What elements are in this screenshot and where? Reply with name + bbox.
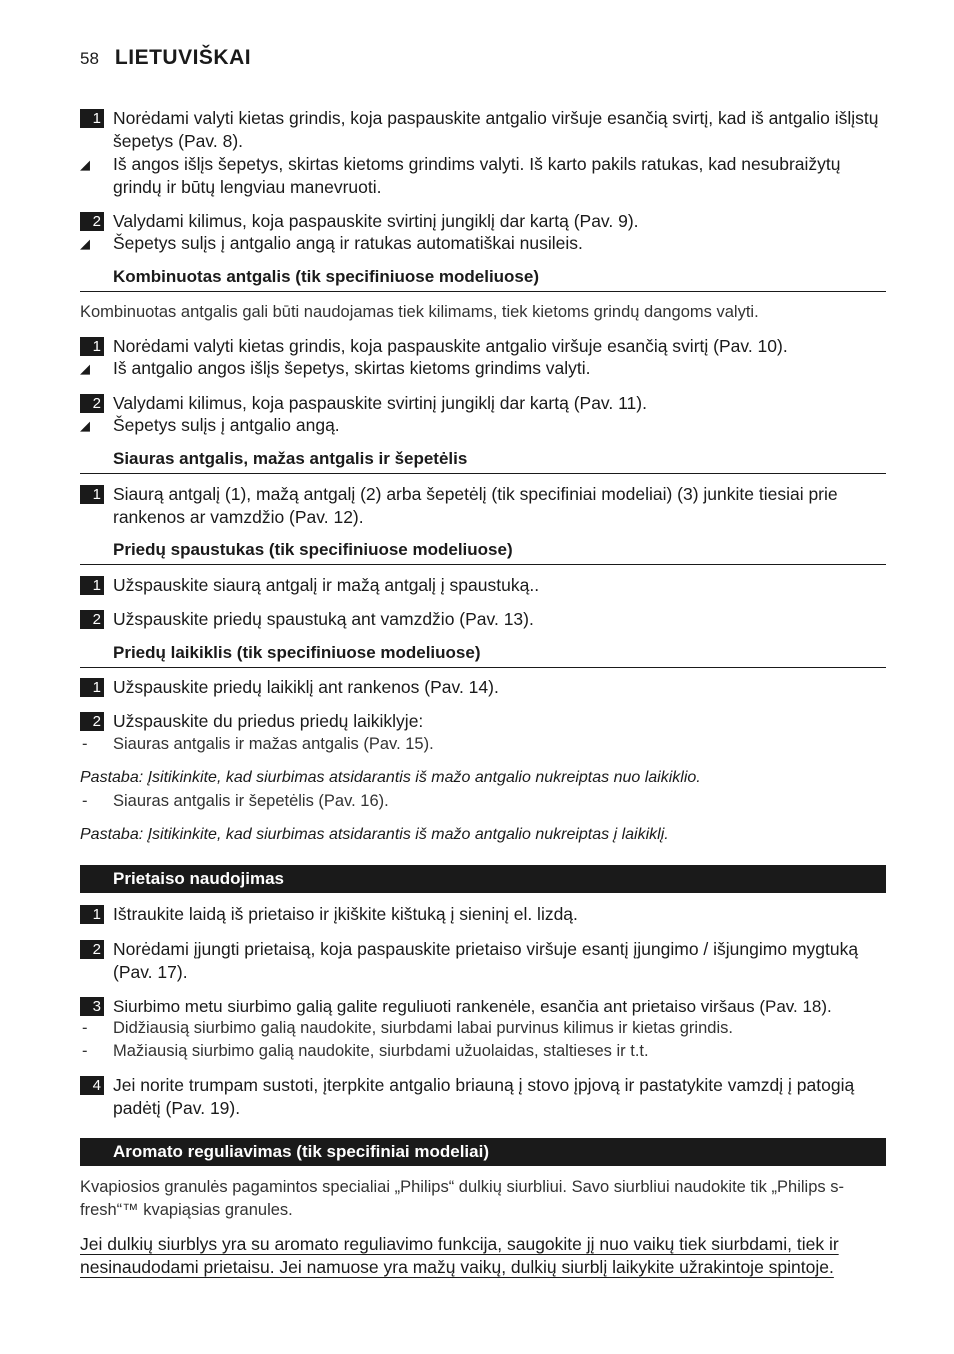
step-text: Siurbimo metu siurbimo galią galite reguliuoti rankenėle, esančia ant prietaiso viršaus (Pav. 18). xyxy=(113,997,832,1016)
step-number-badge: 2 xyxy=(80,394,104,413)
triangle-bullet-icon: ◢ xyxy=(80,418,90,433)
step-text: Valydami kilimus, koja paspauskite svirtinį jungiklį dar kartą (Pav. 9). xyxy=(113,211,639,231)
dash-bullet: - xyxy=(82,792,88,810)
bullet-text: Šepetys sulįs į antgalio angą ir ratukas automatiškai nusileis. xyxy=(113,233,583,253)
step-text: Užspauskite siaurą antgalį ir mažą antgalį į spaustuką.. xyxy=(113,575,540,595)
step-number-badge: 1 xyxy=(80,337,104,356)
section-heading-text: Siauras antgalis, mažas antgalis ir šepetėlis xyxy=(113,449,468,468)
step-number-badge: 1 xyxy=(80,905,104,924)
step-number-badge: 1 xyxy=(80,678,104,697)
step-text: Norėdami įjungti prietaisą, koja paspauskite prietaiso viršuje esantį įjungimo / išjungimo mygtuką (Pav. 17). xyxy=(113,939,859,982)
triangle-bullet-icon: ◢ xyxy=(80,236,90,251)
dash-text: Mažiausią siurbimo galią naudokite, siurbdami užuolaidas, staltieses ir t.t. xyxy=(113,1042,649,1060)
dash-bullet: - xyxy=(82,1042,88,1060)
step-2 xyxy=(80,608,888,631)
dash-bullet: - xyxy=(82,1019,88,1037)
section-intro: Kvapiosios granulės pagamintos specialiai „Philips“ dulkių siurbliui. Savo siurbliui naudokite tik „Philips s-fresh“™ kvapiąsias granules. xyxy=(80,1178,844,1219)
step-text: Ištraukite laidą iš prietaiso ir įkiškite kištuką į sieninį el. lizdą. xyxy=(113,904,578,924)
section-heading xyxy=(80,266,886,292)
chapter-heading xyxy=(80,1138,886,1166)
step-1 xyxy=(80,483,888,529)
step-number-badge: 1 xyxy=(80,109,104,128)
result-bullet xyxy=(80,232,888,255)
chapter-heading-text: Aromato reguliavimas (tik specifiniai modeliai) xyxy=(113,1142,489,1161)
step-1 xyxy=(80,903,888,926)
step-number-badge: 2 xyxy=(80,610,104,629)
step-text: Užspauskite du priedus priedų laikiklyje: xyxy=(113,711,424,731)
chapter-heading xyxy=(80,865,886,893)
step-text: Siaurą antgalį (1), mažą antgalį (2) arba šepetėlį (tik specifiniai modeliai) (3) junkite tiesiai prie rankenos ar vamzdžio (Pav. 12). xyxy=(113,484,838,527)
step-2 xyxy=(80,710,888,733)
step-3 xyxy=(80,995,888,1018)
dash-item xyxy=(80,1017,888,1039)
step-text: Jei norite trumpam sustoti, įterpkite antgalio briauną į stovo įpjovą ir pastatykite vamzdį į patogią padėtį (Pav. 19). xyxy=(113,1075,855,1118)
page-number: 58 xyxy=(80,49,99,68)
step-number-badge: 2 xyxy=(80,712,104,731)
step-number-badge: 2 xyxy=(80,940,104,959)
step-text: Užspauskite priedų spaustuką ant vamzdžio (Pav. 13). xyxy=(113,609,534,629)
step-number-badge: 2 xyxy=(80,212,104,231)
step-number-badge: 4 xyxy=(80,1076,104,1095)
step-1 xyxy=(80,107,888,153)
step-number-badge: 1 xyxy=(80,576,104,595)
result-bullet xyxy=(80,153,888,199)
step-number-badge: 3 xyxy=(80,997,104,1016)
triangle-bullet-icon: ◢ xyxy=(80,157,90,172)
page-header xyxy=(80,46,251,70)
section-heading xyxy=(80,642,886,668)
warning-underlined-text: Jei dulkių siurblys yra su aromato reguliavimo funkcija, saugokite jį nuo vaikų tiek siurbdami, tiek ir nesinaudodami prietaisu. Jei namuose yra mažų vaikų, dulkių siurblį laikykite užrakintoje spintoje. xyxy=(80,1234,839,1277)
section-heading-text: Kombinuotas antgalis (tik specifiniuose modeliuose) xyxy=(113,267,540,286)
note: Pastaba: Įsitikinkite, kad siurbimas atsidarantis iš mažo antgalio nukreiptas nuo laikiklio. xyxy=(80,769,701,786)
triangle-bullet-icon: ◢ xyxy=(80,361,90,376)
result-bullet xyxy=(80,357,888,380)
step-text: Norėdami valyti kietas grindis, koja paspauskite antgalio viršuje esančią svirtį (Pav. 10). xyxy=(113,336,788,356)
section-heading-text: Priedų spaustukas (tik specifiniuose modeliuose) xyxy=(113,540,513,559)
dash-text: Siauras antgalis ir šepetėlis (Pav. 16). xyxy=(113,792,389,810)
section-heading xyxy=(80,539,886,565)
result-bullet xyxy=(80,414,888,437)
step-number-badge: 1 xyxy=(80,485,104,504)
dash-text: Didžiausią siurbimo galią naudokite, siurbdami labai purvinus kilimus ir kietas grindis. xyxy=(113,1019,733,1037)
step-2 xyxy=(80,210,888,233)
chapter-heading-text: Prietaiso naudojimas xyxy=(113,869,284,888)
section-intro: Kombinuotas antgalis gali būti naudojamas tiek kilimams, tiek kietoms grindų dangoms valyti. xyxy=(80,303,759,321)
dash-text: Siauras antgalis ir mažas antgalis (Pav. 15). xyxy=(113,735,434,753)
step-1 xyxy=(80,574,888,597)
bullet-text: Iš antgalio angos išlįs šepetys, skirtas kietoms grindims valyti. xyxy=(113,358,591,378)
step-4 xyxy=(80,1074,888,1120)
dash-item xyxy=(80,1040,888,1062)
bullet-text: Iš angos išlįs šepetys, skirtas kietoms grindims valyti. Iš karto pakils ratukas, kad nesubraižytų grindų ir būtų lengviau manevruoti. xyxy=(113,154,841,197)
dash-item xyxy=(80,733,888,755)
bullet-text: Šepetys sulįs į antgalio angą. xyxy=(113,415,340,435)
step-text: Norėdami valyti kietas grindis, koja paspauskite antgalio viršuje esančią svirtį, kad iš antgalio išlįstų šepetys (Pav. 8). xyxy=(113,108,879,151)
step-1 xyxy=(80,335,888,358)
section-heading-text: Priedų laikiklis (tik specifiniuose modeliuose) xyxy=(113,643,481,662)
step-1 xyxy=(80,676,888,699)
dash-item xyxy=(80,790,888,812)
warning-text xyxy=(80,1233,888,1279)
language-title: LIETUVIŠKAI xyxy=(114,46,252,69)
dash-bullet: - xyxy=(82,735,88,753)
step-2 xyxy=(80,392,888,415)
step-text: Valydami kilimus, koja paspauskite svirtinį jungiklį dar kartą (Pav. 11). xyxy=(113,393,647,413)
step-2 xyxy=(80,938,888,984)
note: Pastaba: Įsitikinkite, kad siurbimas atsidarantis iš mažo antgalio nukreiptas į laikiklį. xyxy=(80,826,669,843)
step-text: Užspauskite priedų laikiklį ant rankenos (Pav. 14). xyxy=(113,677,499,697)
section-heading xyxy=(80,448,886,474)
